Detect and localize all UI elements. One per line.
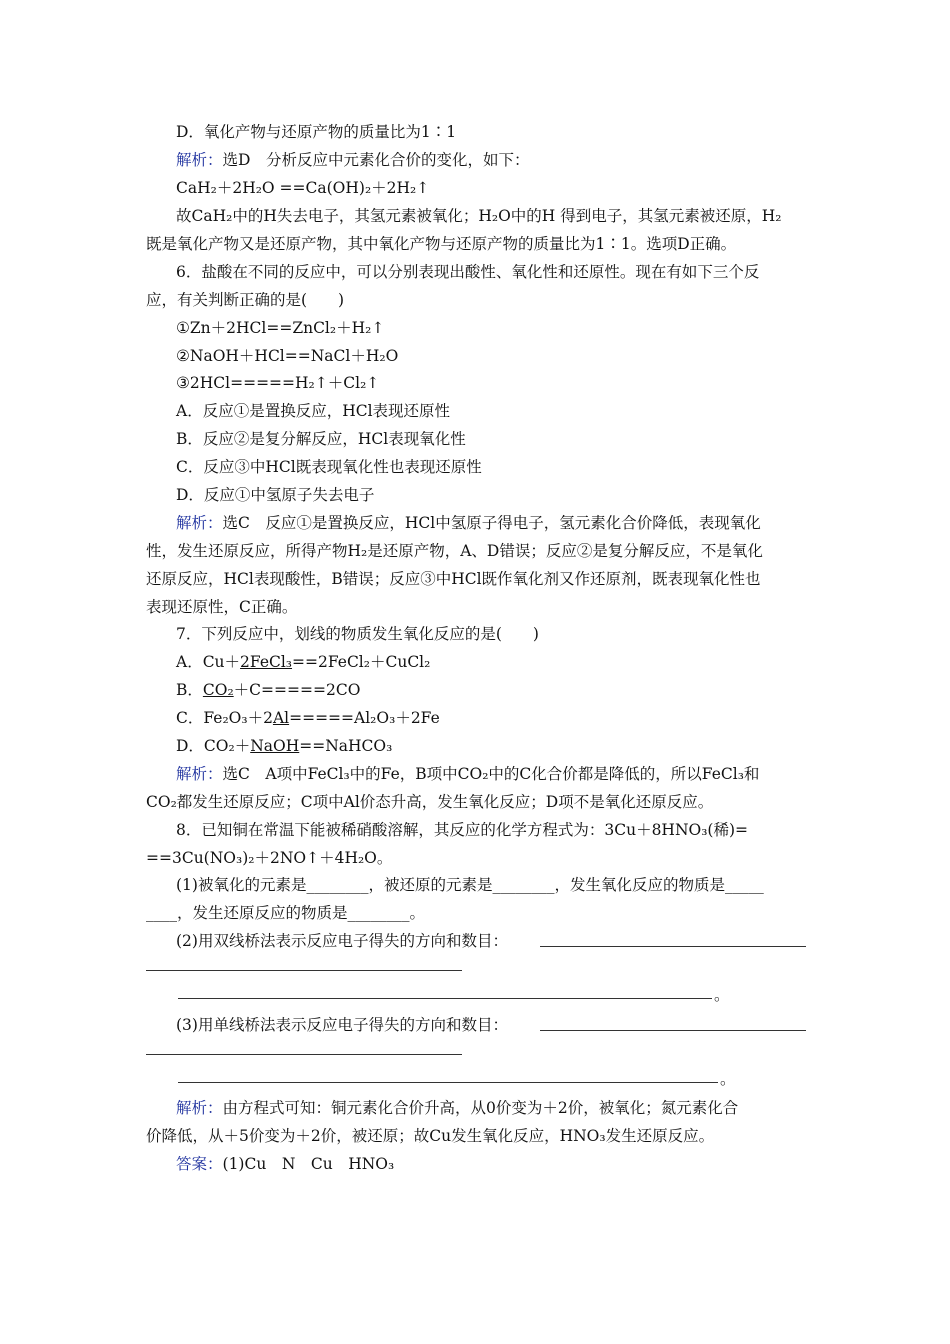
analysis-text: 选C 反应①是置换反应，HCl中氢原子得电子，氢元素化合价降低，表现氧化 <box>222 514 761 532</box>
answer-blank <box>540 946 806 947</box>
analysis-text: 选C A项中FeCl₃中的Fe，B项中CO₂中的C化合价都是降低的，所以FeCl₃和 <box>222 765 760 783</box>
q7-analysis-1 <box>176 763 759 785</box>
prev-analysis-line <box>176 149 529 171</box>
end-mark: 。 <box>714 986 730 1004</box>
q7-option-a <box>176 651 430 673</box>
prev-explain-2: 既是氧化产物又是还原产物，其中氧化产物与还原产物的质量比为1∶1。选项D正确。 <box>146 235 737 253</box>
q8-part3-prompt: (3)用单线桥法表示反应电子得失的方向和数目： <box>176 1016 508 1034</box>
analysis-text: 选D 分析反应中元素化合价的变化，如下： <box>222 151 530 169</box>
underlined-substance: CO₂ <box>202 681 234 699</box>
q8-answer <box>176 1153 394 1175</box>
q8-part1-line1: (1)被氧化的元素是________，被还原的元素是________，发生氧化反应的物质是_____ <box>176 876 764 894</box>
answer-label: 答案： <box>176 1155 223 1173</box>
q8-part1-line2: ____，发生还原反应的物质是________。 <box>146 904 426 922</box>
answer-text: (1)Cu N Cu HNO₃ <box>222 1155 395 1173</box>
answer-blank <box>146 1054 462 1055</box>
option-text: D．CO₂＋ <box>176 737 251 755</box>
option-text: ==2FeCl₂＋CuCl₂ <box>292 653 431 671</box>
analysis-label: 解析： <box>176 151 223 169</box>
q8-analysis-2: 价降低，从＋5价变为＋2价，被还原；故Cu发生氧化反应，HNO₃发生还原反应。 <box>146 1127 715 1145</box>
q6-reaction-3: ③2HCl=====H₂↑＋Cl₂↑ <box>176 374 380 392</box>
q6-stem-2: 应，有关判断正确的是( ) <box>146 291 345 309</box>
prev-option-d: D．氧化产物与还原产物的质量比为1∶1 <box>176 123 457 141</box>
analysis-text: 由方程式可知：铜元素化合价升高，从0价变为＋2价，被氧化；氮元素化合 <box>222 1099 739 1117</box>
q6-analysis-3: 还原反应，HCl表现酸性，B错误；反应③中HCl既作氧化剂又作还原剂，既表现氧化性也 <box>146 570 761 588</box>
q8-stem-1: 8．已知铜在常温下能被稀硝酸溶解，其反应的化学方程式为：3Cu＋8HNO₃(稀)= <box>176 821 749 839</box>
option-text: B． <box>176 681 203 699</box>
q7-analysis-2: CO₂都发生还原反应；C项中Al价态升高，发生氧化反应；D项不是氧化还原反应。 <box>146 793 714 811</box>
q8-stem-2: ==3Cu(NO₃)₂＋2NO↑＋4H₂O。 <box>146 849 393 867</box>
q6-stem-1: 6．盐酸在不同的反应中，可以分别表现出酸性、氧化性和还原性。现在有如下三个反 <box>176 263 760 281</box>
analysis-label: 解析： <box>176 514 223 532</box>
q6-analysis-4: 表现还原性，C正确。 <box>146 598 298 616</box>
analysis-label: 解析： <box>176 1099 223 1117</box>
q6-reaction-2: ②NaOH＋HCl==NaCl＋H₂O <box>176 347 399 365</box>
option-text: ＋C=====2CO <box>233 681 361 699</box>
answer-blank <box>178 998 712 999</box>
option-text: C．Fe₂O₃＋2 <box>176 709 273 727</box>
underlined-substance: Al <box>272 709 290 727</box>
underlined-substance: 2FeCl₃ <box>240 653 293 671</box>
q6-option-b: B．反应②是复分解反应，HCl表现氧化性 <box>176 430 466 448</box>
analysis-label: 解析： <box>176 765 223 783</box>
answer-blank <box>540 1030 806 1031</box>
q6-reaction-1: ①Zn＋2HCl==ZnCl₂＋H₂↑ <box>176 319 385 337</box>
q6-option-d: D．反应①中氢原子失去电子 <box>176 486 375 504</box>
option-text: ==NaHCO₃ <box>299 737 393 755</box>
answer-blank <box>146 970 462 971</box>
option-text: =====Al₂O₃＋2Fe <box>289 709 440 727</box>
q7-stem: 7．下列反应中，划线的物质发生氧化反应的是( ) <box>176 625 539 643</box>
q7-option-d <box>176 735 392 757</box>
q7-option-b <box>176 679 360 701</box>
q8-part2-prompt: (2)用双线桥法表示反应电子得失的方向和数目： <box>176 932 508 950</box>
q8-analysis-1 <box>176 1097 738 1119</box>
underlined-substance: NaOH <box>250 737 300 755</box>
answer-blank <box>178 1082 718 1083</box>
prev-explain-1: 故CaH₂中的H失去电子，其氢元素被氧化；H₂O中的H 得到电子，其氢元素被还原，H₂ <box>176 207 782 225</box>
q6-analysis-1 <box>176 512 761 534</box>
q6-analysis-2: 性，发生还原反应，所得产物H₂是还原产物，A、D错误；反应②是复分解反应，不是氧化 <box>146 542 763 560</box>
end-mark: 。 <box>720 1070 736 1088</box>
prev-equation: CaH₂＋2H₂O ==Ca(OH)₂＋2H₂↑ <box>176 179 430 197</box>
option-text: A．Cu＋ <box>176 653 241 671</box>
q7-option-c <box>176 707 440 729</box>
q6-option-a: A．反应①是置换反应，HCl表现还原性 <box>176 402 451 420</box>
q6-option-c: C．反应③中HCl既表现氧化性也表现还原性 <box>176 458 482 476</box>
